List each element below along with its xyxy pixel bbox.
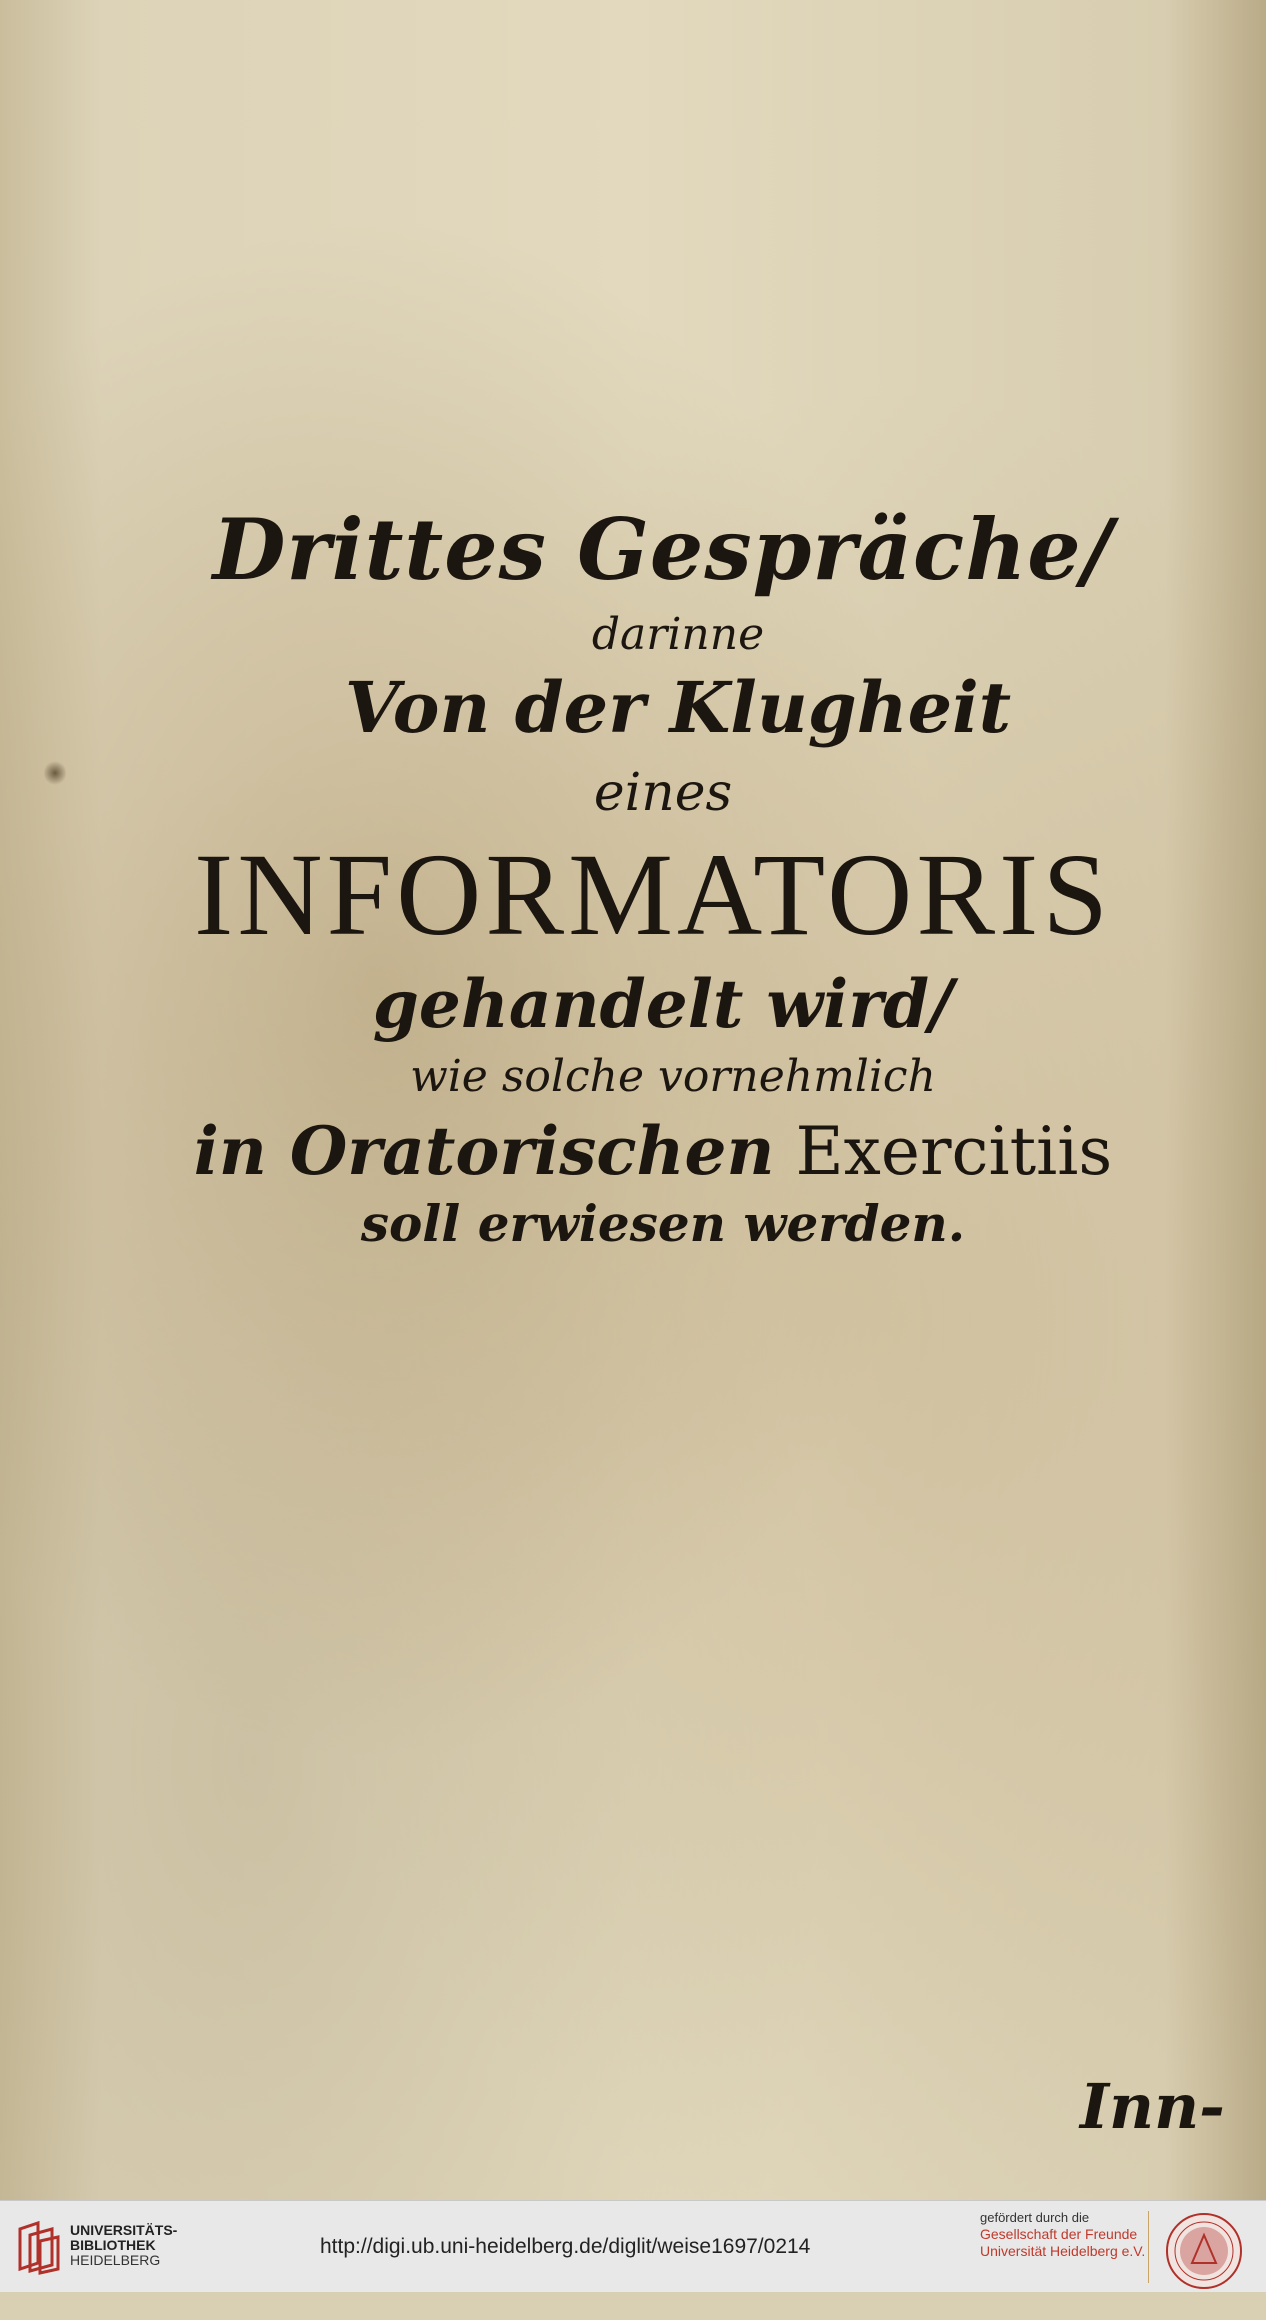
sponsor-intro: gefördert durch die [980, 2210, 1090, 2225]
title-line-5: INFORMATORIS [194, 829, 1112, 960]
sponsor-block [980, 2209, 1145, 2260]
title-line-3: Von der Klugheit [344, 666, 1012, 749]
title-line-4: eines [593, 763, 733, 823]
permalink-url[interactable]: http://digi.ub.uni-heidelberg.de/diglit/weise1697/0214 [320, 2235, 811, 2258]
footer-bar [0, 2200, 1266, 2292]
sponsor-org-1[interactable]: Gesellschaft der Freunde [980, 2226, 1138, 2242]
title-line-1: Drittes Gespräche/ [212, 500, 1114, 599]
title-line-8 [40, 1112, 1266, 1190]
title-line-9: soll erwiesen werden. [360, 1194, 966, 1253]
catchword: Inn- [1080, 2070, 1225, 2143]
title-line-2: darinne [591, 609, 765, 660]
title-line-6: gehandelt wird/ [372, 965, 954, 1043]
divider [1148, 2211, 1149, 2283]
title-line-8a: in Oratorischen [193, 1112, 775, 1190]
library-line-3: HEIDELBERG [70, 2252, 161, 2268]
title-block [0, 500, 1266, 1253]
sponsor-org-2[interactable]: Universität Heidelberg e.V. [980, 2243, 1146, 2259]
university-seal-icon[interactable] [1164, 2211, 1244, 2291]
title-line-7: wie solche vornehmlich [410, 1051, 936, 1102]
library-name [70, 2223, 177, 2268]
library-line-1: UNIVERSITÄTS- [70, 2222, 178, 2238]
title-line-8b: Exercitiis [795, 1113, 1113, 1190]
ub-heidelberg-logo-icon[interactable] [14, 2219, 62, 2275]
library-line-2: BIBLIOTHEK [70, 2237, 156, 2253]
